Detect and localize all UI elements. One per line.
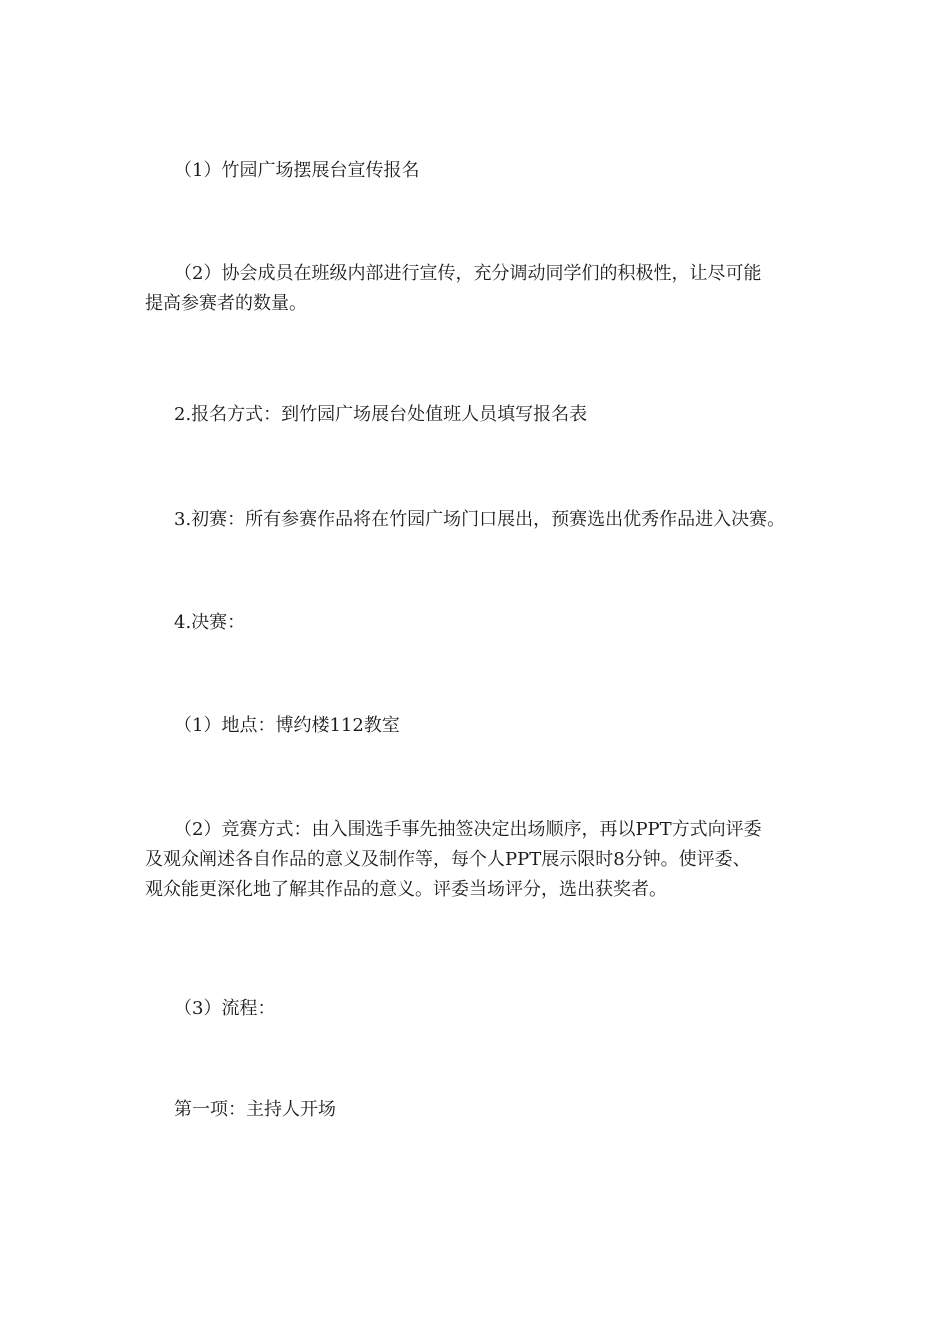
paragraph-line: 4.决赛： bbox=[174, 612, 246, 633]
paragraph-line: 提高参赛者的数量。 bbox=[145, 293, 307, 314]
paragraph-final-heading bbox=[145, 608, 825, 638]
paragraph-process-heading bbox=[145, 994, 825, 1024]
paragraph-line: （1）竹园广场摆展台宣传报名 bbox=[174, 160, 420, 181]
paragraph-line: （1）地点：博约楼112教室 bbox=[174, 715, 400, 736]
paragraph-line: （3）流程： bbox=[174, 998, 276, 1019]
paragraph-booth-registration bbox=[145, 156, 825, 186]
paragraph-line: （2）竞赛方式：由入围选手事先抽签决定出场顺序，再以PPT方式向评委 bbox=[174, 819, 762, 840]
paragraph-first-item bbox=[145, 1095, 825, 1125]
paragraph-preliminary bbox=[145, 505, 825, 535]
paragraph-line: （2）协会成员在班级内部进行宣传，充分调动同学们的积极性，让尽可能 bbox=[174, 263, 762, 284]
paragraph-class-promotion bbox=[145, 259, 825, 319]
paragraph-final-location bbox=[145, 711, 825, 741]
paragraph-line: 观众能更深化地了解其作品的意义。评委当场评分，选出获奖者。 bbox=[145, 879, 667, 900]
paragraph-line: 3.初赛：所有参赛作品将在竹园广场门口展出，预赛选出优秀作品进入决赛。 bbox=[174, 509, 786, 530]
paragraph-registration-method bbox=[145, 400, 825, 430]
paragraph-line: 第一项：主持人开场 bbox=[174, 1099, 336, 1120]
paragraph-line: 及观众阐述各自作品的意义及制作等，每个人PPT展示限时8分钟。使评委、 bbox=[145, 849, 751, 870]
paragraph-competition-method bbox=[145, 815, 825, 905]
paragraph-line: 2.报名方式：到竹园广场展台处值班人员填写报名表 bbox=[174, 404, 588, 425]
